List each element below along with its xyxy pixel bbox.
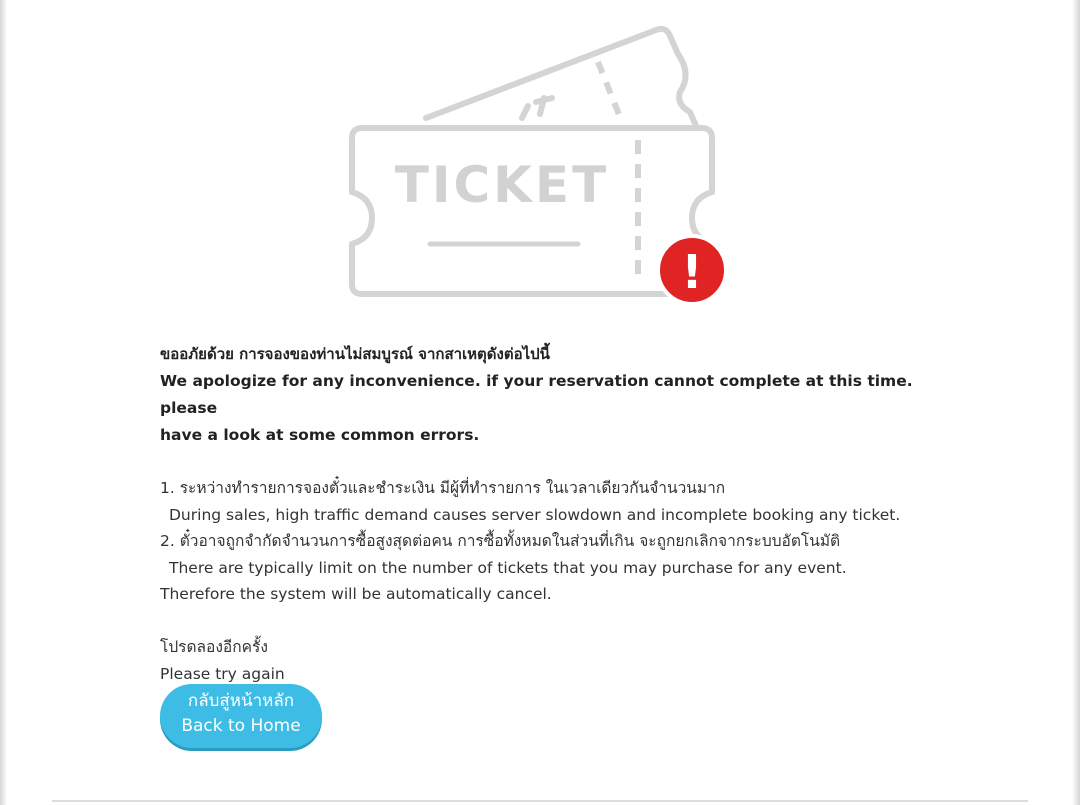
ticket-error-illustration [340, 22, 740, 312]
error-2-en-continued: Therefore the system will be automatically cancel. [160, 585, 552, 603]
ticket-icon [340, 22, 740, 312]
apology-heading-en-1: We apologize for any inconvenience. if your reservation cannot complete at this time. please [160, 372, 913, 417]
back-ticket-letters [522, 98, 552, 118]
left-page-edge [0, 0, 7, 805]
back-to-home-button[interactable] [160, 684, 322, 748]
back-ticket-outline [426, 29, 696, 126]
retry-message [160, 634, 940, 688]
retry-en: Please try again [160, 664, 285, 683]
right-page-edge [1072, 0, 1080, 805]
back-to-home-label-th: กลับสู่หน้าหลัก [187, 691, 295, 711]
common-errors-list [160, 475, 940, 608]
back-ticket-perforation [598, 62, 622, 122]
error-2-en: There are typically limit on the number of tickets that you may purchase for any event. [169, 558, 847, 577]
bottom-divider [52, 800, 1028, 802]
retry-th: โปรดลองอีกครั้ง [160, 637, 268, 656]
apology-heading-th: ขออภัยด้วย การจองของท่านไม่สมบูรณ์ จากสาเหตุดังต่อไปนี้ [160, 345, 550, 363]
back-to-home-label-en: Back to Home [181, 716, 301, 736]
error-2-th: 2. ตั๋วอาจถูกจำกัดจำนวนการซื้อสูงสุดต่อคน การซื้อทั้งหมดในส่วนที่เกิน จะถูกยกเลิกจากระบบอัตโนมัติ [160, 532, 841, 550]
error-message [160, 341, 940, 688]
ticket-label: TICKET [394, 156, 610, 214]
alert-icon: ! [681, 245, 703, 299]
error-1-th: 1. ระหว่างทำรายการจองตั๋วและชำระเงิน มีผู้ที่ทำรายการ ในเวลาเดียวกันจำนวนมาก [160, 479, 726, 497]
apology-heading-en-2: have a look at some common errors. [160, 426, 480, 444]
error-1-en: During sales, high traffic demand causes server slowdown and incomplete booking any ticket. [169, 505, 901, 524]
